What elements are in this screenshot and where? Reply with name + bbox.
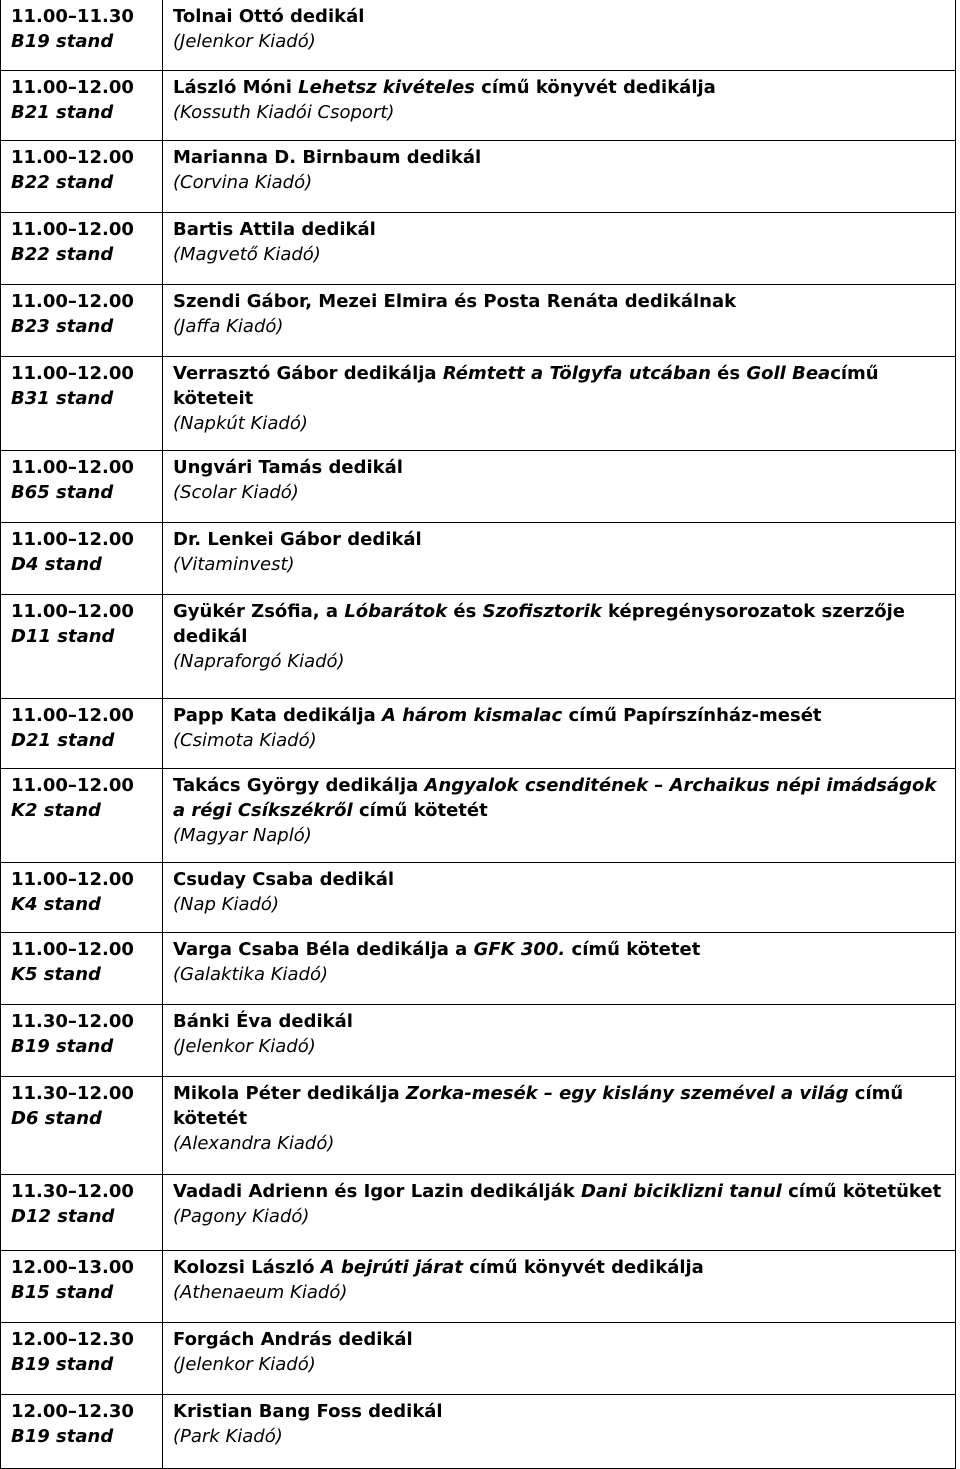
event-cell (163, 768, 956, 862)
time-range: 11.00–12.00 (11, 938, 134, 960)
time-range: 11.30–12.00 (11, 1010, 134, 1032)
event-text: című könyvét dedikálja (474, 76, 716, 98)
event-description (173, 217, 949, 242)
table-row (1, 1004, 956, 1076)
stand-label: D6 stand (11, 1107, 102, 1129)
time-range: 11.00–12.00 (11, 218, 134, 240)
event-text: Marianna D. Birnbaum dedikál (173, 146, 482, 168)
book-title: A három kismalac (382, 704, 563, 726)
table-row (1, 70, 956, 140)
event-description (173, 145, 949, 170)
time-cell (1, 768, 163, 862)
table-row (1, 768, 956, 862)
stand-label: K2 stand (11, 799, 101, 821)
event-description (173, 289, 949, 314)
event-text: Papp Kata dedikálja (173, 704, 383, 726)
event-description (173, 1399, 949, 1424)
event-description (173, 4, 949, 29)
event-cell (163, 1322, 956, 1394)
event-text: című könyvét dedikálja (462, 1256, 704, 1278)
event-text: Bánki Éva dedikál (173, 1010, 353, 1032)
book-title: Lóbarátok (344, 600, 448, 622)
stand-label: B15 stand (11, 1281, 114, 1303)
event-text: képregénysorozatok szerzője dedikál (173, 600, 906, 647)
time-range: 11.00–12.00 (11, 774, 134, 796)
event-text: Tolnai Ottó dedikál (173, 6, 365, 27)
stand-label: B21 stand (11, 101, 114, 123)
publisher: (Scolar Kiadó) (173, 481, 299, 503)
publisher: (Csimota Kiadó) (173, 729, 317, 751)
time-cell (1, 450, 163, 522)
event-description (173, 75, 949, 100)
time-range: 11.00–12.00 (11, 456, 134, 478)
time-cell (1, 1004, 163, 1076)
event-description (173, 361, 949, 411)
event-description (173, 867, 949, 892)
event-text: Varga Csaba Béla dedikálja a (173, 938, 474, 960)
event-cell (163, 1174, 956, 1250)
stand-label: D21 stand (11, 729, 115, 751)
publisher: (Corvina Kiadó) (173, 171, 313, 193)
event-description (173, 1255, 949, 1280)
time-cell (1, 0, 163, 70)
event-description (173, 1179, 949, 1204)
book-title: Lehetsz kivételes (298, 76, 475, 98)
time-range: 11.00–12.00 (11, 362, 134, 384)
table-row (1, 212, 956, 284)
event-text: Verrasztó Gábor dedikálja (173, 362, 443, 384)
publisher: (Jelenkor Kiadó) (173, 31, 316, 52)
book-title: GFK 300. (473, 938, 566, 960)
publisher: (Park Kiadó) (173, 1425, 283, 1447)
event-text: és (710, 362, 747, 384)
event-text: Kristian Bang Foss dedikál (173, 1400, 443, 1422)
table-row (1, 594, 956, 698)
time-range: 11.30–12.00 (11, 1180, 134, 1202)
publisher: (Vitaminvest) (173, 553, 295, 575)
publisher: (Magvető Kiadó) (173, 243, 321, 265)
event-cell (163, 1076, 956, 1174)
event-text: Kolozsi László (173, 1256, 321, 1278)
event-description (173, 703, 949, 728)
time-cell (1, 698, 163, 768)
time-cell (1, 1250, 163, 1322)
event-description (173, 1009, 949, 1034)
stand-label: B19 stand (11, 1425, 114, 1447)
stand-label: B19 stand (11, 31, 114, 52)
table-row (1, 522, 956, 594)
stand-label: D11 stand (11, 625, 115, 647)
publisher: (Alexandra Kiadó) (173, 1132, 335, 1154)
publisher: (Pagony Kiadó) (173, 1205, 310, 1227)
time-cell (1, 932, 163, 1004)
time-range: 11.00–12.00 (11, 704, 134, 726)
time-range: 11.00–12.00 (11, 290, 134, 312)
book-title: Angyalok csenditének – Archaikus népi imádságok a régi Csíkszékről (173, 774, 937, 821)
event-cell (163, 450, 956, 522)
event-text: című kötetüket (781, 1180, 942, 1202)
time-cell (1, 862, 163, 932)
book-title: Goll Bea (746, 362, 831, 384)
time-cell (1, 140, 163, 212)
event-cell (163, 70, 956, 140)
table-row (1, 0, 956, 70)
time-range: 11.00–12.00 (11, 528, 134, 550)
table-row (1, 1394, 956, 1468)
book-title: Zorka-mesék – egy kislány szemével a világ (405, 1082, 849, 1104)
table-row (1, 284, 956, 356)
publisher: (Nap Kiadó) (173, 893, 279, 915)
event-cell (163, 594, 956, 698)
book-title: Szofisztorik (482, 600, 602, 622)
event-cell (163, 284, 956, 356)
stand-label: D12 stand (11, 1205, 115, 1227)
publisher: (Galaktika Kiadó) (173, 963, 328, 985)
time-cell (1, 1322, 163, 1394)
publisher: (Jelenkor Kiadó) (173, 1353, 316, 1375)
stand-label: B23 stand (11, 315, 114, 337)
publisher: (Athenaeum Kiadó) (173, 1281, 348, 1303)
publisher: (Jaffa Kiadó) (173, 315, 284, 337)
event-text: Gyükér Zsófia, a (173, 600, 345, 622)
publisher: (Napkút Kiadó) (173, 412, 308, 434)
time-cell (1, 522, 163, 594)
event-cell (163, 932, 956, 1004)
event-description (173, 527, 949, 552)
table-row (1, 932, 956, 1004)
time-range: 12.00–12.30 (11, 1328, 134, 1350)
event-text: László Móni (173, 76, 299, 98)
time-cell (1, 284, 163, 356)
event-text: című Papírszínház-mesét (562, 704, 822, 726)
time-range: 11.00–12.00 (11, 600, 134, 622)
event-text: Mikola Péter dedikálja (173, 1082, 406, 1104)
time-cell (1, 1076, 163, 1174)
stand-label: B22 stand (11, 243, 114, 265)
event-description (173, 455, 949, 480)
event-description (173, 1327, 949, 1352)
event-cell (163, 212, 956, 284)
stand-label: K5 stand (11, 963, 101, 985)
event-description (173, 1081, 949, 1131)
book-title: Dani biciklizni tanul (581, 1180, 782, 1202)
book-title: A bejrúti járat (320, 1256, 463, 1278)
event-text: Forgách András dedikál (173, 1328, 413, 1350)
time-range: 11.00–12.00 (11, 868, 134, 890)
time-cell (1, 1394, 163, 1468)
book-title: Rémtett a Tölgyfa utcában (442, 362, 711, 384)
stand-label: B65 stand (11, 481, 114, 503)
publisher: (Magyar Napló) (173, 824, 312, 846)
stand-label: D4 stand (11, 553, 102, 575)
event-cell (163, 0, 956, 70)
time-range: 11.00–12.00 (11, 146, 134, 168)
table-row (1, 450, 956, 522)
table-row (1, 1322, 956, 1394)
table-row (1, 356, 956, 450)
stand-label: B31 stand (11, 387, 114, 409)
event-text: című kötetet (565, 938, 701, 960)
stand-label: B19 stand (11, 1035, 114, 1057)
publisher: (Kossuth Kiadói Csoport) (173, 101, 395, 123)
table-row (1, 862, 956, 932)
event-description (173, 937, 949, 962)
publisher: (Jelenkor Kiadó) (173, 1035, 316, 1057)
event-description (173, 773, 949, 823)
event-cell (163, 1250, 956, 1322)
event-description (173, 599, 949, 649)
stand-label: B19 stand (11, 1353, 114, 1375)
event-text: Bartis Attila dedikál (173, 218, 376, 240)
table-row (1, 698, 956, 768)
schedule-rows (1, 0, 956, 1468)
event-cell (163, 140, 956, 212)
event-text: című köteteit (173, 362, 879, 409)
stand-label: K4 stand (11, 893, 101, 915)
event-text: Dr. Lenkei Gábor dedikál (173, 528, 422, 550)
table-row (1, 140, 956, 212)
event-cell (163, 1394, 956, 1468)
event-text: Vadadi Adrienn és Igor Lazin dedikálják (173, 1180, 582, 1202)
event-text: című kötetét (173, 1082, 904, 1129)
time-cell (1, 212, 163, 284)
event-text: és (447, 600, 483, 622)
event-text: Szendi Gábor, Mezei Elmira és Posta Renáta dedikálnak (173, 290, 737, 312)
time-range: 11.00–11.30 (11, 6, 134, 27)
time-range: 11.30–12.00 (11, 1082, 134, 1104)
stand-label: B22 stand (11, 171, 114, 193)
time-range: 12.00–12.30 (11, 1400, 134, 1422)
event-cell (163, 1004, 956, 1076)
time-cell (1, 356, 163, 450)
time-cell (1, 70, 163, 140)
time-range: 12.00–13.00 (11, 1256, 134, 1278)
table-row (1, 1250, 956, 1322)
table-row (1, 1076, 956, 1174)
event-text: Takács György dedikálja (173, 774, 425, 796)
event-cell (163, 356, 956, 450)
time-cell (1, 594, 163, 698)
event-cell (163, 698, 956, 768)
time-cell (1, 1174, 163, 1250)
event-text: Ungvári Tamás dedikál (173, 456, 403, 478)
event-text: Csuday Csaba dedikál (173, 868, 395, 890)
event-cell (163, 522, 956, 594)
publisher: (Napraforgó Kiadó) (173, 650, 345, 672)
table-row (1, 1174, 956, 1250)
event-cell (163, 862, 956, 932)
event-text: című kötetét (352, 799, 488, 821)
time-range: 11.00–12.00 (11, 76, 134, 98)
